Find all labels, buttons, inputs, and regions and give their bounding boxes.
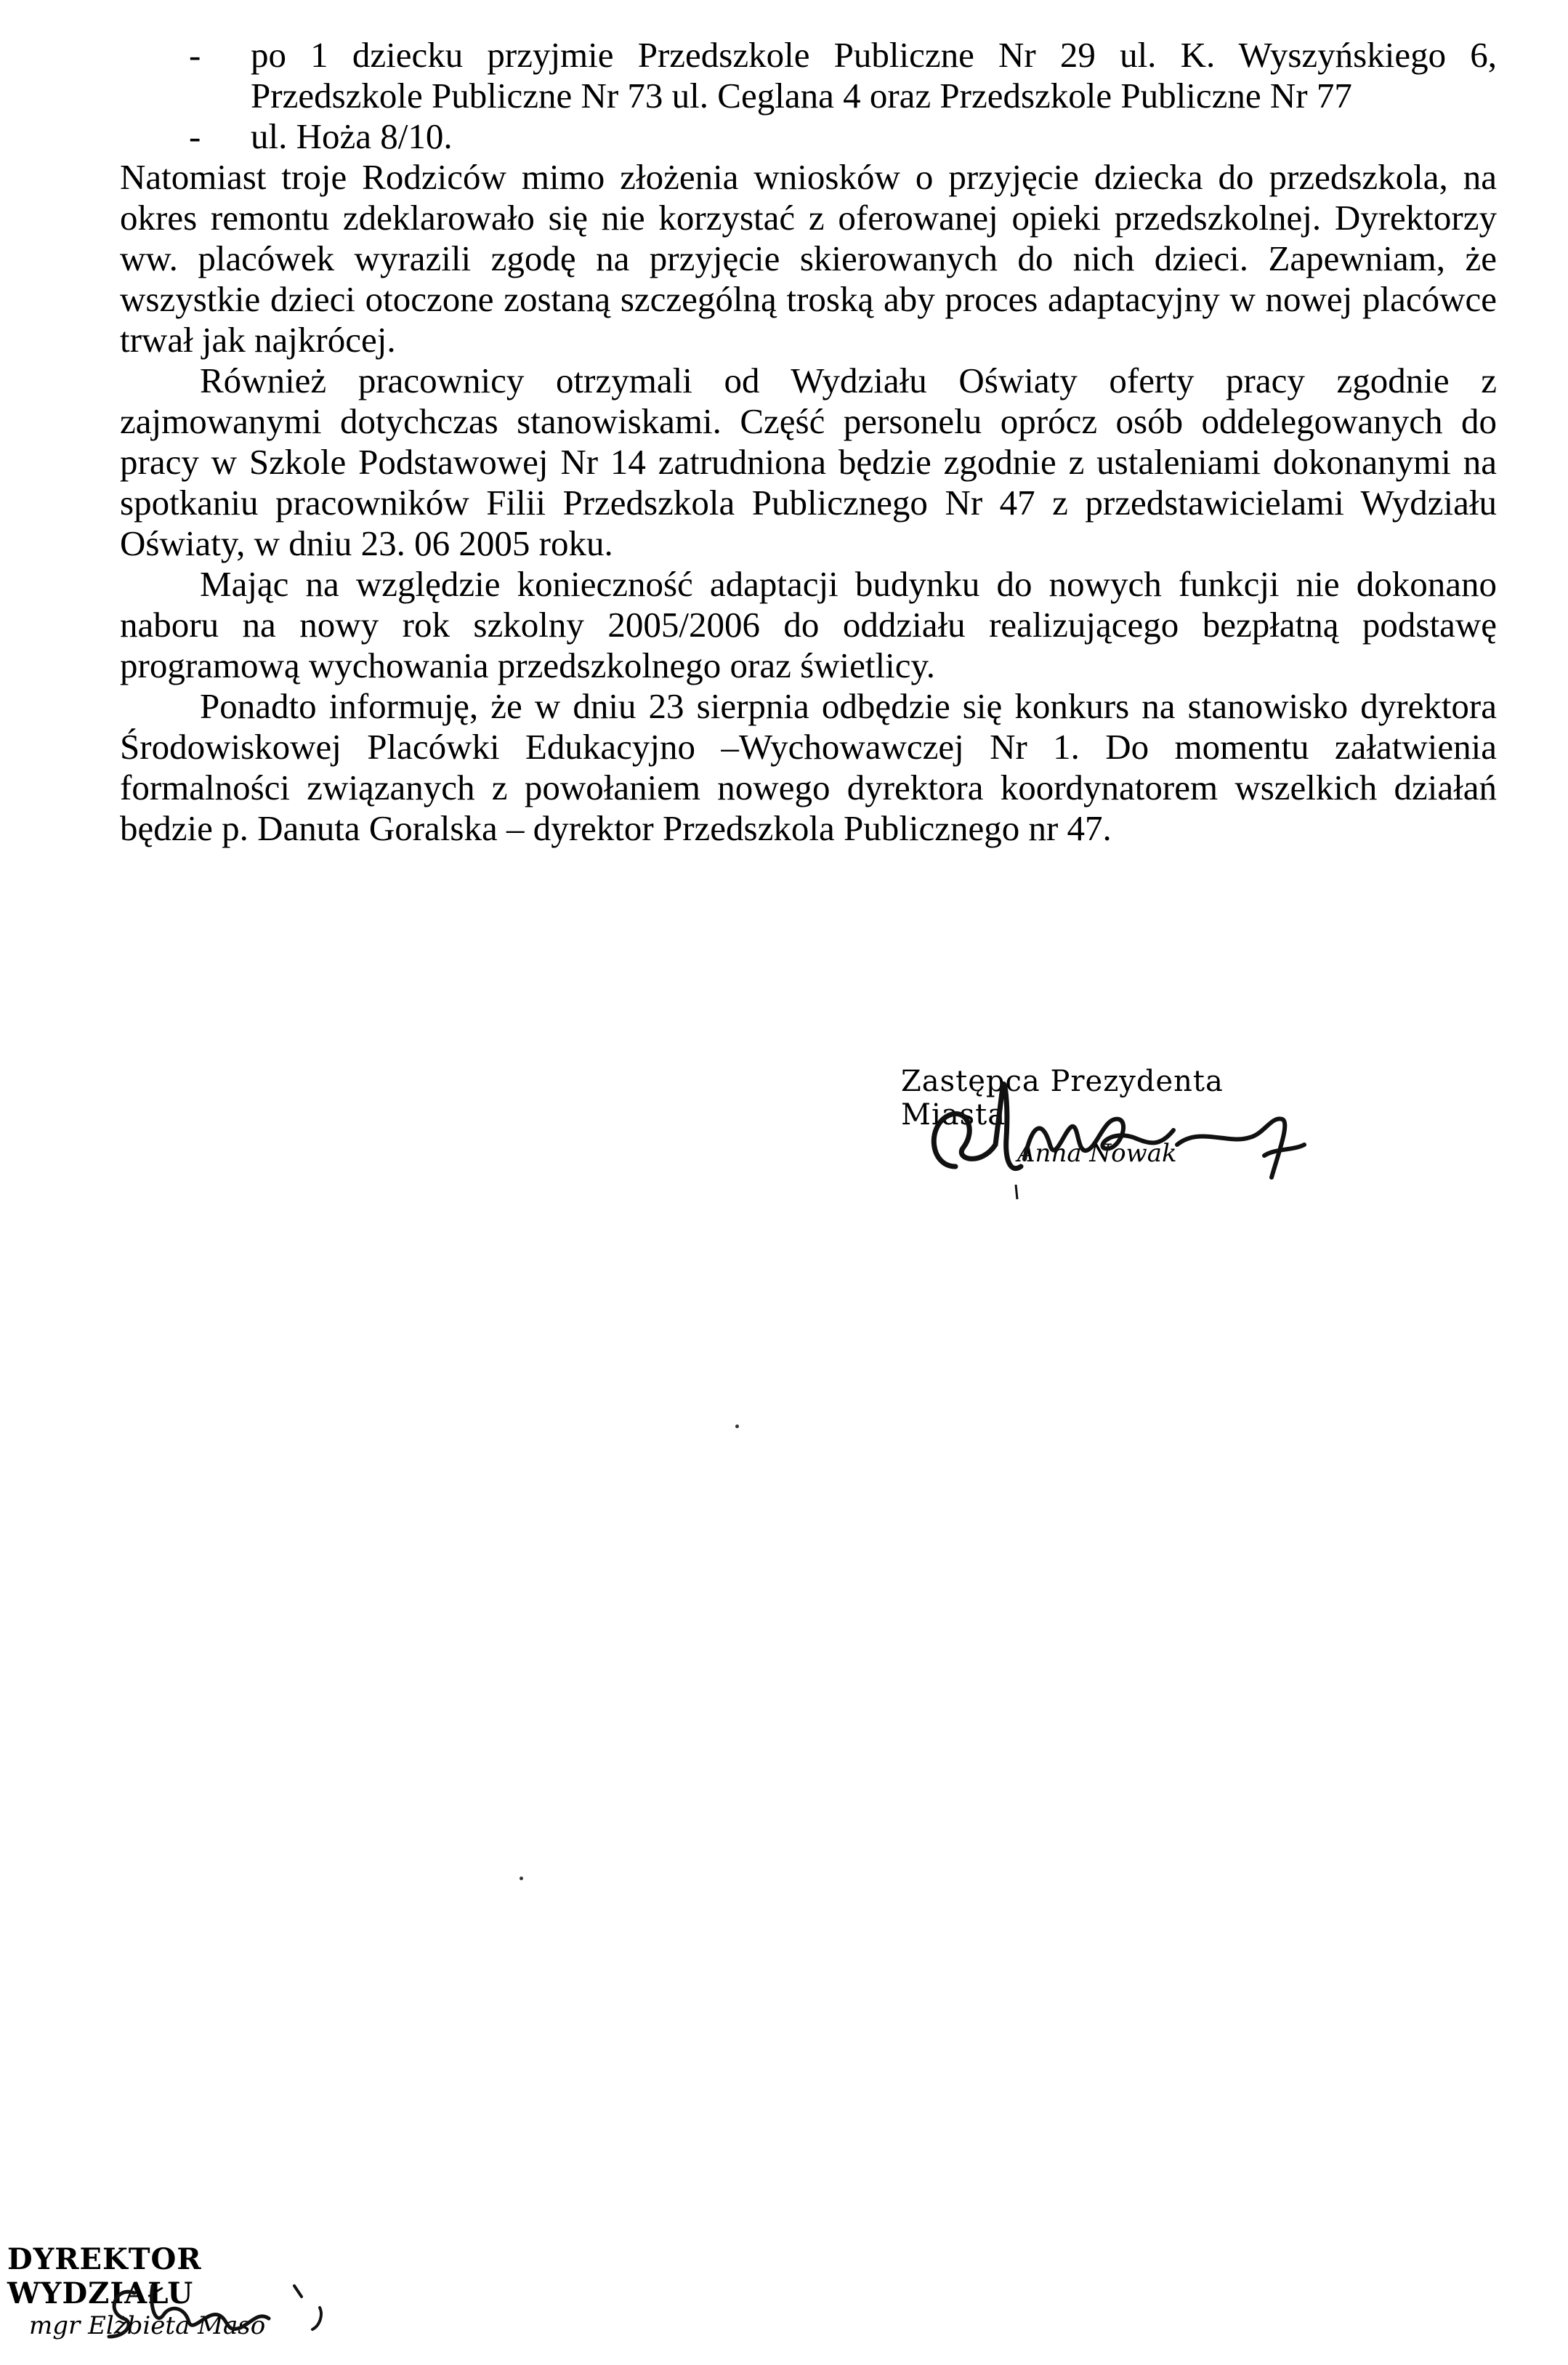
handwritten-signature-icon [886,1057,1337,1210]
paragraph: Natomiast troje Rodziców mimo złożenia wniosków o przyjęcie dziecka do przedszkola, na okres remontu zdeklarowało się nie korzystać z oferowanej opieki przedszkolnej. Dyrektorzy ww. placówek wyrazili zgodę na przyjęcie skierowanych do nich dzieci. Zapewniam, że wszystkie dzieci otoczone zostaną szczególną troską aby proces adaptacyjny w nowej placówce trwał jak najkrócej. [120,157,1497,360]
scan-speck [520,1877,523,1880]
paragraph: Ponadto informuję, że w dniu 23 sierpnia odbędzie się konkurs na stanowisko dyrektora Środowiskowej Placówki Edukacyjno –Wychowawczej Nr 1. Do momentu załatwienia formalności związanych z powołaniem nowego dyrektora koordynatorem wszelkich działań będzie p. Danuta Goralska – dyrektor Przedszkola Publicznego nr 47. [120,686,1497,848]
list-item-text: ul. Hoża 8/10. [251,116,453,156]
list-item-text: po 1 dziecku przyjmie Przedszkole Publiczne Nr 29 ul. K. Wyszyńskiego 6, Przedszkole Publiczne Nr 73 ul. Ceglana 4 oraz Przedszkole Publiczne Nr 77 [251,35,1497,116]
list-item [120,116,1497,157]
scan-speck [735,1425,739,1428]
bullet-dash: - [189,116,201,156]
paragraph: Mając na względzie konieczność adaptacji budynku do nowych funkcji nie dokonano naboru na nowy rok szkolny 2005/2006 do oddziału realizującego bezpłatną podstawę programową wychowania przedszkolnego oraz świetlicy. [120,564,1497,685]
director-name: mgr Elżbieta Maso [29,2311,266,2340]
signatory-role: Zastępca Prezydenta Miasta [901,1065,1224,1132]
signature-block [886,1057,1337,1210]
signatory-name: Anna Nowak [1017,1139,1177,1168]
letter-body [120,35,1497,849]
director-block [7,2242,385,2362]
director-title: DYREKTOR WYDZIAŁU [7,2242,202,2310]
handwritten-signature-icon [7,2242,385,2362]
list-item [120,35,1497,116]
bullet-dash: - [189,35,201,75]
paragraph: Również pracownicy otrzymali od Wydziału Oświaty oferty pracy zgodnie z zajmowanymi dotychczas stanowiskami. Część personelu oprócz osób oddelegowanych do pracy w Szkole Podstawowej Nr 14 zatrudniona będzie zgodnie z ustaleniami dokonanymi na spotkaniu pracowników Filii Przedszkola Publicznego Nr 47 z przedstawicielami Wydziału Oświaty, w dniu 23. 06 2005 roku. [120,360,1497,563]
